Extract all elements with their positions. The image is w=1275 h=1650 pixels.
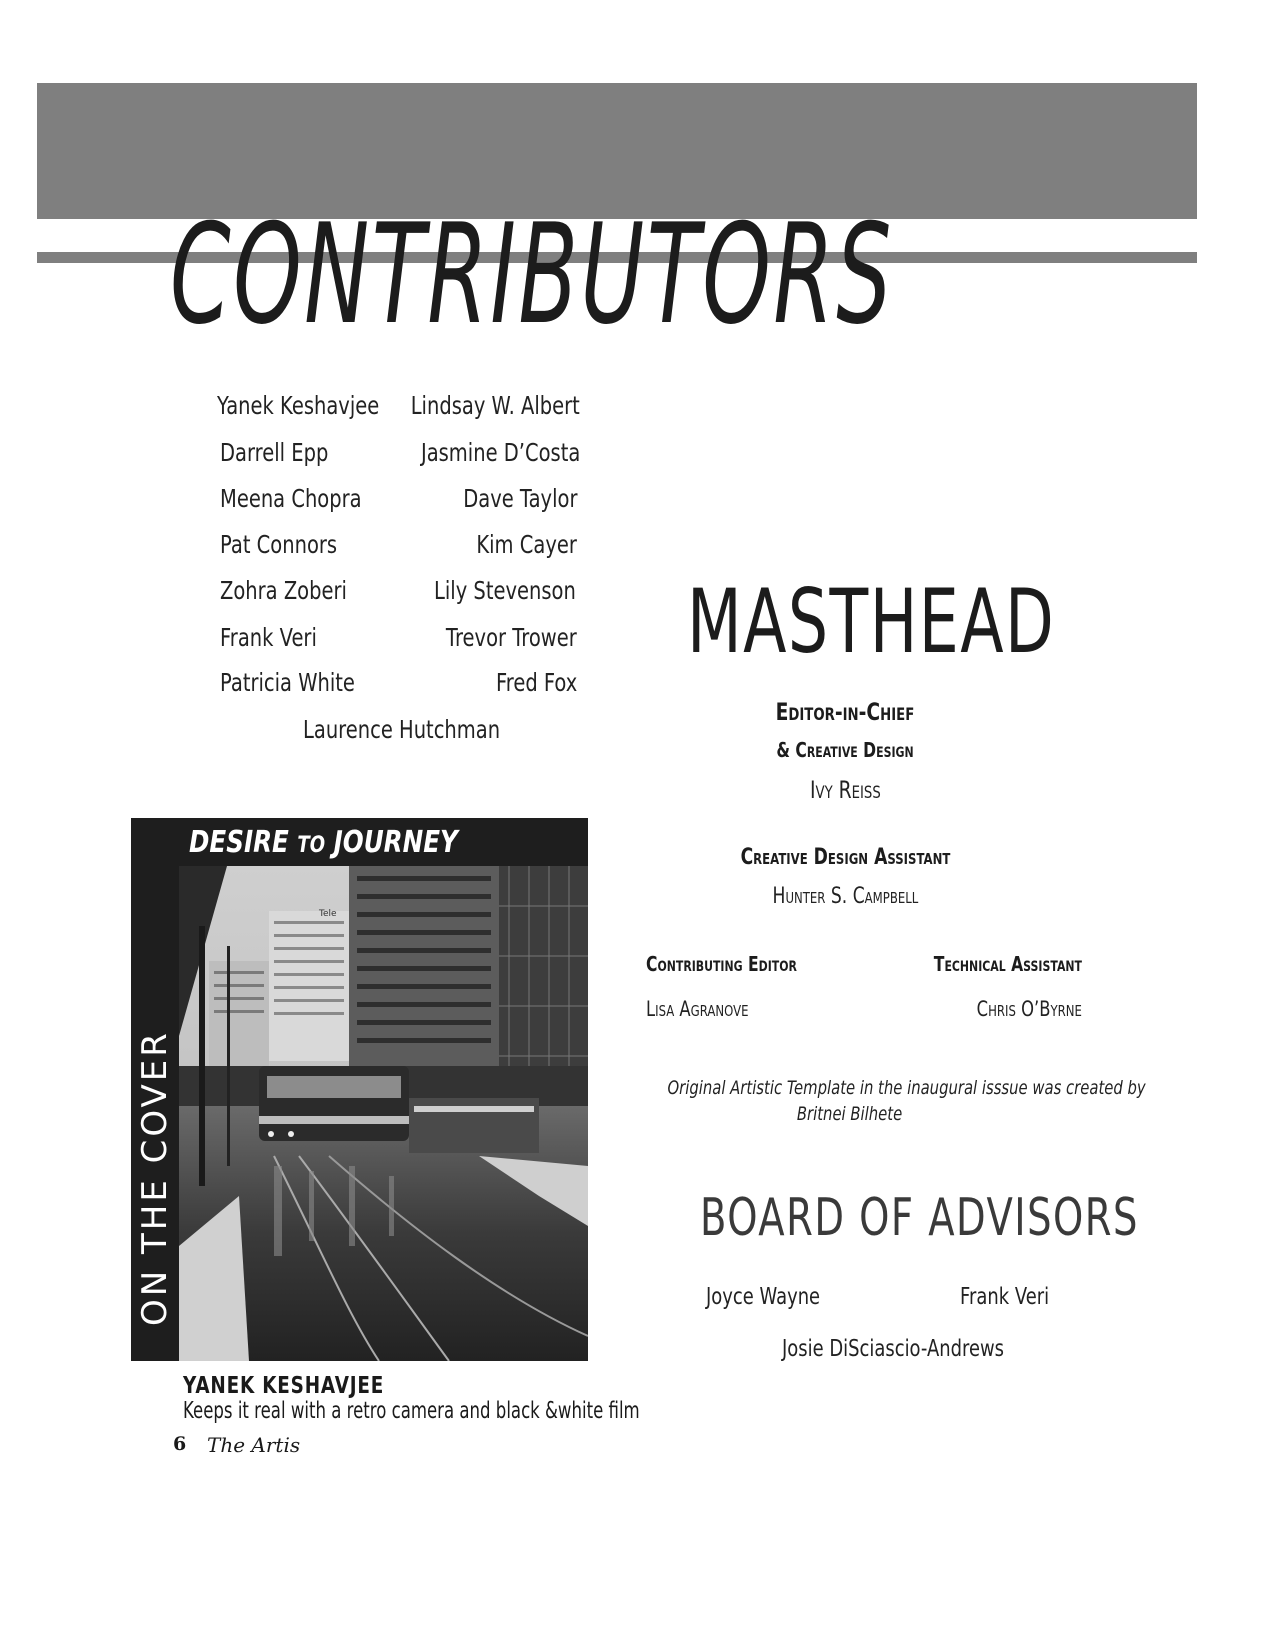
contributor-name: Trevor Trower bbox=[446, 623, 577, 652]
on-the-cover-label: ON THE COVER bbox=[135, 1030, 175, 1326]
template-credit: Original Artistic Template in the inaugural isssue was created by Britnei Bilhete bbox=[667, 1077, 1146, 1125]
contributor-name: Jasmine D’Costa bbox=[420, 438, 580, 467]
contributor-name: Yanek Keshavjee bbox=[217, 391, 380, 420]
page-number: 6 bbox=[173, 1433, 187, 1455]
contributor-name-last: Laurence Hutchman bbox=[303, 715, 501, 744]
contributor-name: Pat Connors bbox=[220, 530, 338, 559]
contributor-name: Lindsay W. Albert bbox=[410, 391, 580, 420]
building-sign: Tele bbox=[319, 909, 337, 919]
advisor-name: Joyce Wayne bbox=[706, 1284, 821, 1310]
contributor-name: Zohra Zoberi bbox=[220, 576, 347, 605]
cover-caption-name: YANEK KESHAVJEE bbox=[183, 1373, 385, 1399]
contributing-editor-role: Contributing Editor bbox=[646, 952, 797, 976]
board-title: BOARD OF ADVISORS bbox=[700, 1188, 1139, 1248]
contributor-name: Lily Stevenson bbox=[434, 576, 576, 605]
cover-title: DESIRE TO JOURNEY bbox=[189, 825, 458, 860]
contributor-name: Frank Veri bbox=[220, 623, 317, 652]
technical-assistant-role: Technical Assistant bbox=[933, 952, 1082, 976]
contributor-name: Kim Cayer bbox=[476, 530, 577, 559]
editor-name: Ivy Reiss bbox=[809, 776, 881, 804]
contributing-editor-name: Lisa Agranove bbox=[646, 997, 749, 1021]
cover-banner bbox=[131, 818, 588, 866]
assistant-name: Hunter S. Campbell bbox=[772, 884, 918, 909]
technical-assistant-name: Chris O’Byrne bbox=[976, 997, 1082, 1021]
editor-role: Editor-in-Chief bbox=[775, 698, 915, 726]
contributor-name: Meena Chopra bbox=[220, 484, 362, 513]
cover-caption-description: Keeps it real with a retro camera and black &white film bbox=[183, 1398, 640, 1424]
contributor-name: Dave Taylor bbox=[462, 484, 577, 513]
assistant-role: Creative Design Assistant bbox=[740, 845, 950, 870]
advisor-name: Josie DiSciascio-Andrews bbox=[782, 1336, 1005, 1362]
contributor-name: Darrell Epp bbox=[220, 438, 329, 467]
advisor-name: Frank Veri bbox=[960, 1284, 1050, 1310]
editor-role-sub: & Creative Design bbox=[776, 738, 914, 762]
page-title: CONTRIBUTORS bbox=[170, 194, 894, 355]
cover-feature bbox=[131, 818, 588, 1361]
contributor-name: Patricia White bbox=[220, 668, 355, 697]
masthead-title: MASTHEAD bbox=[687, 570, 1056, 673]
cover-photo-streetcar bbox=[179, 866, 588, 1361]
contributor-name: Fred Fox bbox=[495, 668, 577, 697]
magazine-name: The Artis bbox=[207, 1433, 301, 1457]
cover-side-strip bbox=[131, 866, 179, 1361]
